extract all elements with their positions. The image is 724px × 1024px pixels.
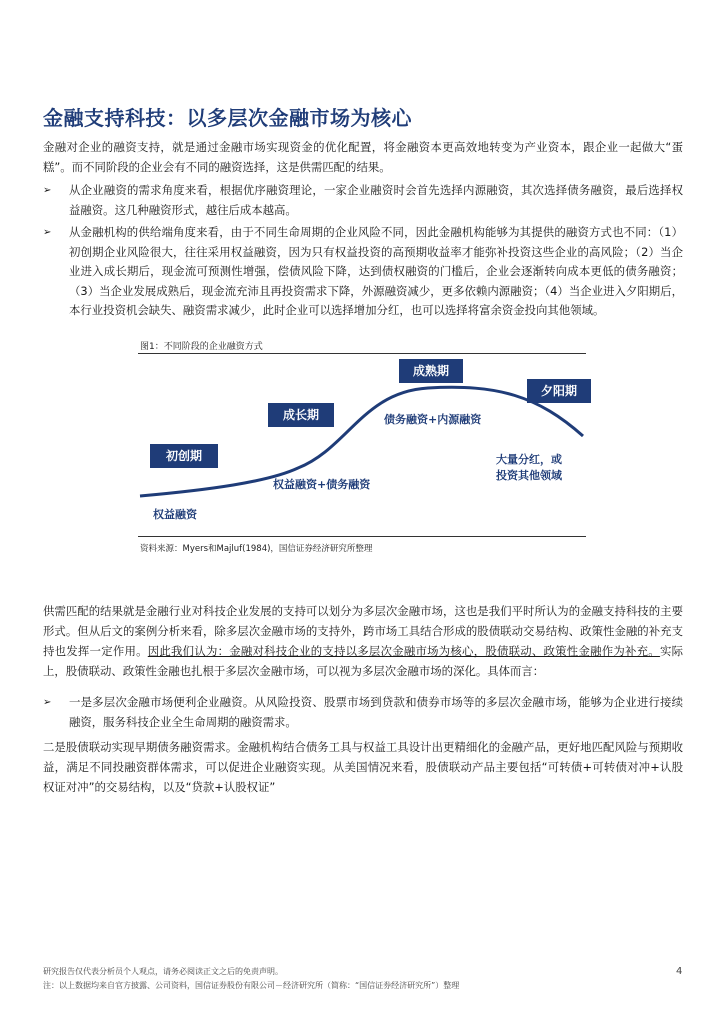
label-equity-debt: 权益融资+债务融资 [273, 478, 371, 491]
intro-paragraph: 金融对企业的融资支持，就是通过金融市场实现资金的优化配置，将金融资本更高效地转变为产业资本，跟企业一起做大“蛋糕”。而不同阶段的企业会有不同的融资选择，这是供需匹配的结果。 [43, 140, 683, 174]
figure-title: 图1：不同阶段的企业融资方式 [140, 342, 263, 352]
figure-top-rule [138, 353, 586, 354]
page-title: 金融支持科技：以多层次金融市场为核心 [43, 106, 412, 130]
para2-text-before: 供需匹配的结果就是金融行业对科技企业发展的支持可以划分为多层次金融市场，这也是我们平时所认为的金融支持科技的主要形式。但从后文的案例分析来看，除多层次金融市场的支持外，跨市场工具结合形成的股债联动交易结构、政策性金融的补充支持也发挥一定作用。 [43, 604, 683, 658]
figure-source: 资料来源：Myers和Majluf(1984)，国信证券经济研究所整理 [140, 544, 373, 554]
bullet-multilayer-market [43, 693, 683, 732]
stage-growth: 成长期 [268, 403, 334, 427]
footer-disclaimer: 研究报告仅代表分析员个人观点，请务必阅读正文之后的免责声明。 [43, 967, 283, 976]
para2-conclusion-underlined: 因此我们认为：金融对科技企业的支持以多层次金融市场为核心，股债联动、政策性金融作为补充。 [147, 644, 660, 658]
bullet-demand [43, 181, 683, 220]
stage-decline: 夕阳期 [527, 379, 591, 403]
bullet-supply-text: 从金融机构的供给端角度来看，由于不同生命周期的企业风险不同，因此金融机构能够为其提供的融资方式也不同：（1）初创期企业风险很大，往往采用权益融资，因为只有权益投资的高预期收益率才能弥补投资这些企业的高风险；（2）当企业进入成长期后，现金流可预测性增强，偿债风险下降，达到债权融资的门槛后，企业会逐渐转向成本更低的债务融资；（3）当企业发展成熟后，现金流充沛且再投资需求下降，外源融资减少，更多依赖内源融资；（4）当企业进入夕阳期后，本行业投资机会缺失、融资需求减少，此时企业可以选择增加分红，也可以选择将富余资金投向其他领域。 [69, 225, 683, 317]
page-number: 4 [676, 966, 683, 977]
arrow-bullet-icon: ➢ [43, 697, 52, 708]
stage-mature: 成熟期 [399, 359, 463, 383]
stage-startup: 初创期 [150, 444, 218, 468]
figure-bottom-rule [138, 536, 586, 537]
bullet-demand-text: 从企业融资的需求角度来看，根据优序融资理论，一家企业融资时会首先选择内源融资，其次选择债务融资，最后选择权益融资。这几种融资形式，越往后成本越高。 [69, 183, 683, 217]
label-debt-internal: 债务融资+内源融资 [384, 413, 482, 426]
para2-text-after: 实际上，股债联动、政策性金融也扎根于多层次金融市场，可以视为多层次金融市场的深化。具体而言： [43, 644, 683, 678]
label-equity: 权益融资 [153, 508, 197, 521]
paragraph-supply-demand [43, 601, 683, 681]
bullet-multilayer-text: 一是多层次金融市场便利企业融资。从风险投资、股票市场到贷款和债券市场等的多层次金融市场，能够为企业进行接续融资，服务科技企业全生命周期的融资需求。 [69, 695, 683, 729]
label-dividends-1: 大量分红，或 [496, 453, 562, 466]
label-dividends-2: 投资其他领域 [496, 469, 562, 482]
arrow-bullet-icon: ➢ [43, 185, 52, 196]
arrow-bullet-icon: ➢ [43, 227, 52, 238]
paragraph-equity-debt-linkage: 二是股债联动实现早期债务融资需求。金融机构结合债务工具与权益工具设计出更精细化的金融产品，更好地匹配风险与预期收益，满足不同投融资群体需求，可以促进企业融资实现。从美国情况来看，股债联动产品主要包括“可转债+可转债对冲+认股权证对冲”的交易结构，以及“贷款+认股权证” [43, 740, 683, 794]
bullet-supply [43, 223, 683, 321]
footer-note: 注：以上数据均来自官方披露、公司资料，国信证券股份有限公司－经济研究所（简称：“国信证券经济研究所”）整理 [43, 981, 460, 990]
